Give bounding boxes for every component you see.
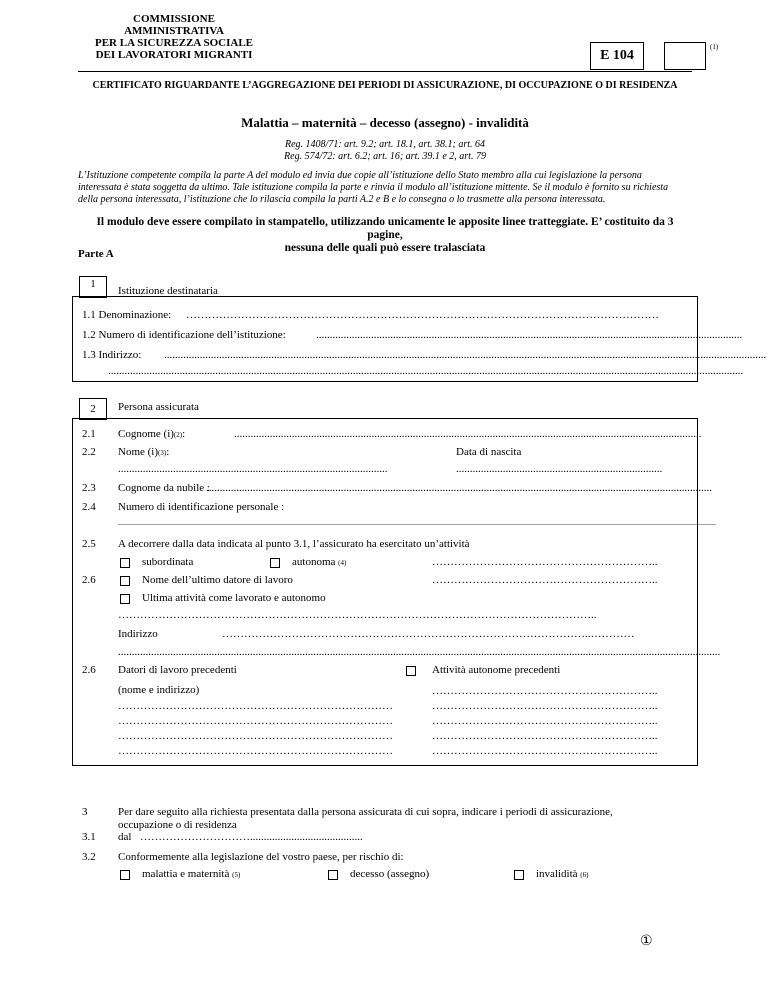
- section3-text: [118, 806, 613, 832]
- reg-line2: Reg. 574/72: art. 6.2; art. 16; art. 39.1 e 2, art. 79: [284, 151, 486, 162]
- section3-text-line1: Per dare seguito alla richiesta presentata dalla persona assicurata di cui sopra, indicare i periodi di assicurazione,: [118, 806, 613, 818]
- subordinata-checkbox[interactable]: [120, 558, 130, 568]
- first-name-input[interactable]: ..................................................................................................: [118, 463, 388, 475]
- issuing-commission: [84, 13, 264, 61]
- field-2-3-num: 2.3: [82, 482, 96, 494]
- prev-employers-sublabel: (nome e indirizzo): [118, 684, 200, 696]
- field-3-2-label: Conformemente alla legislazione del vostro paese, per rischio di:: [118, 851, 404, 863]
- field-1-1-label: 1.1 Denominazione:: [82, 309, 172, 321]
- instruction-line2: nessuna delle quali può essere tralasciata: [284, 242, 486, 254]
- intro-line3: della persona interessata, l’istituzione che lo rilascia compila la parti A.2 e B e lo consegna o lo trasmette alla persona interessata.: [78, 194, 606, 205]
- field-1-3-input-line2[interactable]: .......................................................................................................................................................................................................................................: [108, 365, 744, 377]
- field-1-1-input[interactable]: …………………………………………………………………………………………………………………: [186, 309, 659, 321]
- section1-title: Istituzione destinataria: [118, 285, 218, 297]
- form-subtitle: Malattia – maternità – decesso (assegno) - invalidità: [241, 115, 529, 130]
- decesso-checkbox[interactable]: [328, 870, 338, 880]
- field-1-2-input[interactable]: ...........................................................................................................................................................: [316, 329, 743, 341]
- country-code-box[interactable]: [664, 42, 706, 70]
- field-1-2-label: 1.2 Numero di identificazione dell’istituzione:: [82, 329, 286, 341]
- note-ref-1: (1): [710, 43, 719, 51]
- instructions: [78, 216, 692, 255]
- field-3-2-num: 3.2: [82, 851, 96, 863]
- page-number: ①: [640, 933, 653, 949]
- field-2-3-label: Cognome da nubile :: [118, 482, 210, 494]
- personal-id-input[interactable]: ...........................................................................................................................................................................................................................................................................................................: [118, 518, 716, 527]
- autonoma-label: autonoma (4): [292, 556, 347, 568]
- last-autonomous-label: Ultima attività come lavorato e autonomo: [142, 592, 326, 604]
- field-1-3-input[interactable]: ...........................................................................................................................................................................................................................: [164, 349, 767, 361]
- malattia-label: malattia e maternità (5): [142, 868, 241, 880]
- section2-number: 2: [79, 398, 107, 420]
- reg-line1: Reg. 1408/71: art. 9.2; art. 18.1, art. 38.1; art. 64: [285, 139, 485, 150]
- intro-line1: L’Istituzione competente compila la parte A del modulo ed invia due copie all’istituzione dello Stato membro alla cui legislazione la persona: [78, 170, 642, 181]
- period-from-input[interactable]: ………………………….........................................: [140, 831, 363, 843]
- birth-date-input[interactable]: ...........................................................................: [456, 463, 663, 475]
- field-2-6a-num: 2.6: [82, 574, 96, 586]
- subordinata-label: subordinata: [142, 556, 194, 568]
- intro-text: [78, 170, 692, 206]
- section3-number: 3: [82, 806, 88, 818]
- form-code-box: [590, 42, 644, 70]
- field-2-5-label: A decorrere dalla data indicata al punto 3.1, l’assicurato ha esercitato un’attività: [118, 538, 470, 550]
- field-2-1-num: 2.1: [82, 428, 96, 440]
- address-label: Indirizzo: [118, 628, 158, 640]
- maiden-name-input[interactable]: ........................................................................................................................................................................................: [206, 482, 712, 494]
- prev-autonomous-input[interactable]: …………………………………………………….. …………………………………………………….. …………………………………………………….. …………………………………………………….. ……………………………………………………..: [432, 685, 658, 757]
- last-employer-label: Nome dell’ultimo datore di lavoro: [142, 574, 293, 586]
- field-2-1-label: Cognome (i)(2):: [118, 428, 186, 440]
- invalidita-checkbox[interactable]: [514, 870, 524, 880]
- instruction-line1: Il modulo deve essere compilato in stampatello, utilizzando unicamente le apposite linee tratteggiate. E’ costituito da 3 pagine,: [96, 216, 674, 241]
- decesso-label: decesso (assegno): [350, 868, 430, 880]
- surname-input[interactable]: ..........................................................................................................................................................................: [234, 428, 702, 440]
- prev-autonomous-checkbox[interactable]: [406, 666, 416, 676]
- field-2-6b-num: 2.6: [82, 664, 96, 676]
- prev-employers-label: Datori di lavoro precedenti: [118, 664, 237, 676]
- field-2-4-num: 2.4: [82, 501, 96, 513]
- activity-input[interactable]: ……………………………………………………..: [432, 556, 658, 568]
- header-rule: [78, 71, 692, 72]
- malattia-checkbox[interactable]: [120, 870, 130, 880]
- field-2-4-label: Numero di identificazione personale :: [118, 501, 285, 513]
- regulations: [78, 139, 692, 163]
- form-code: E 104: [600, 48, 634, 63]
- org-line2: PER LA SICUREZZA SOCIALE: [94, 37, 254, 49]
- field-3-1-label: dal: [118, 831, 132, 843]
- form-title: CERTIFICATO RIGUARDANTE L’AGGREGAZIONE DEI PERIODI DI ASSICURAZIONE, DI OCCUPAZIONE O DI RESIDENZA: [92, 80, 678, 91]
- part-a-heading: Parte A: [78, 248, 114, 260]
- address-input[interactable]: ………………………………………………………………………………………..…………: [222, 628, 635, 640]
- field-2-2-num: 2.2: [82, 446, 96, 458]
- invalidita-label: invalidità (6): [536, 868, 589, 880]
- section3-text-line2: occupazione o di residenza: [118, 819, 237, 831]
- intro-line2: interessata è stata soggetta da ultimo. Tale istituzione compila la parte e rinvia il modulo all’istituzione mittente. Se il modulo è fornito su richiesta: [78, 182, 669, 193]
- field-1-3-label: 1.3 Indirizzo:: [82, 349, 142, 361]
- prev-autonomous-label: Attività autonome precedenti: [432, 664, 561, 676]
- section1-number: 1: [79, 276, 107, 298]
- org-line1: COMMISSIONE AMMINISTRATIVA: [124, 13, 224, 37]
- autonoma-checkbox[interactable]: [270, 558, 280, 568]
- address-input-line2[interactable]: ...........................................................................................................................................................................................................................: [118, 646, 721, 658]
- last-activity-input[interactable]: …………………………………………………………………………………………………………………..: [118, 609, 597, 621]
- section2-title: Persona assicurata: [118, 401, 199, 413]
- field-2-5-num: 2.5: [82, 538, 96, 550]
- org-line3: DEI LAVORATORI MIGRANTI: [95, 49, 253, 61]
- last-employer-input[interactable]: ……………………………………………………..: [432, 574, 658, 586]
- last-employer-checkbox[interactable]: [120, 576, 130, 586]
- birth-date-label: Data di nascita: [456, 446, 522, 458]
- last-autonomous-checkbox[interactable]: [120, 594, 130, 604]
- prev-employers-input[interactable]: ………………………………………………………………… ………………………………………………………………… ………………………………………………………………… …………………………………………………………………: [118, 700, 393, 757]
- field-2-2-label: Nome (i)(3):: [118, 446, 170, 458]
- field-3-1-num: 3.1: [82, 831, 96, 843]
